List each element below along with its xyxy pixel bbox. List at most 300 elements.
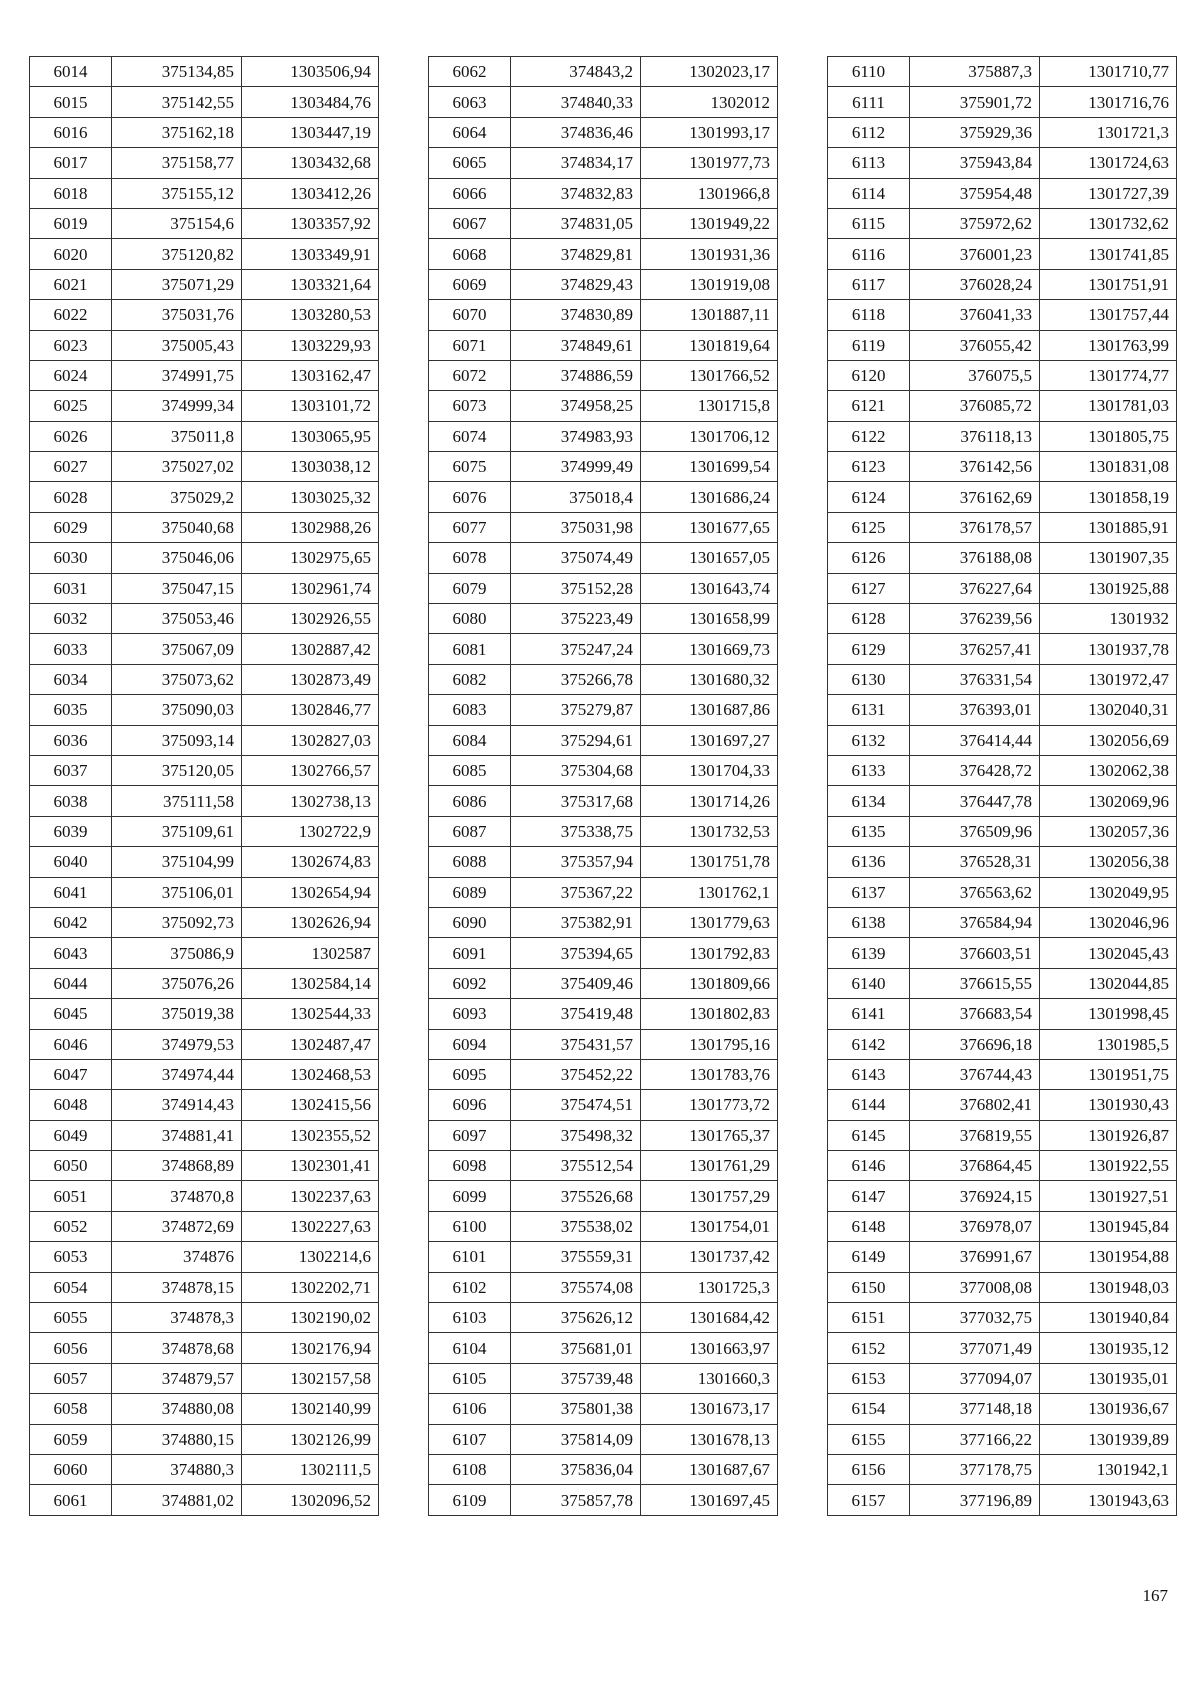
point-number-cell: 6078 [429, 543, 511, 573]
table-row [828, 1151, 1177, 1181]
table-row [429, 87, 778, 117]
y-coordinate-cell: 1301972,47 [1040, 664, 1177, 694]
table-row [828, 1211, 1177, 1241]
table-row [429, 482, 778, 512]
x-coordinate-cell: 377196,89 [910, 1485, 1040, 1515]
x-coordinate-cell: 377148,18 [910, 1394, 1040, 1424]
y-coordinate-cell: 1302214,6 [242, 1242, 379, 1272]
x-coordinate-cell: 374974,44 [112, 1059, 242, 1089]
point-number-cell: 6051 [30, 1181, 112, 1211]
y-coordinate-cell: 1303321,64 [242, 269, 379, 299]
point-number-cell: 6139 [828, 938, 910, 968]
point-number-cell: 6034 [30, 664, 112, 694]
table-row [429, 604, 778, 634]
x-coordinate-cell: 374872,69 [112, 1211, 242, 1241]
point-number-cell: 6055 [30, 1303, 112, 1333]
table-row [828, 573, 1177, 603]
x-coordinate-cell: 375111,58 [112, 786, 242, 816]
table-row [30, 482, 379, 512]
table-row [429, 1272, 778, 1302]
point-number-cell: 6027 [30, 452, 112, 482]
table-row [30, 1242, 379, 1272]
table-row [429, 999, 778, 1029]
y-coordinate-cell: 1302190,02 [242, 1303, 379, 1333]
x-coordinate-cell: 375857,78 [511, 1485, 641, 1515]
point-number-cell: 6035 [30, 695, 112, 725]
table-row [30, 1424, 379, 1454]
point-number-cell: 6017 [30, 148, 112, 178]
y-coordinate-cell: 1301721,3 [1040, 117, 1177, 147]
point-number-cell: 6068 [429, 239, 511, 269]
y-coordinate-cell: 1301704,33 [641, 755, 778, 785]
table-row [429, 664, 778, 694]
table-row [828, 330, 1177, 360]
x-coordinate-cell: 375498,32 [511, 1120, 641, 1150]
table-row [828, 695, 1177, 725]
x-coordinate-cell: 377071,49 [910, 1333, 1040, 1363]
table-row [828, 847, 1177, 877]
point-number-cell: 6104 [429, 1333, 511, 1363]
table-row [30, 1454, 379, 1484]
y-coordinate-cell: 1302069,96 [1040, 786, 1177, 816]
y-coordinate-cell: 1301699,54 [641, 452, 778, 482]
table-row [30, 1363, 379, 1393]
x-coordinate-cell: 375029,2 [112, 482, 242, 512]
point-number-cell: 6026 [30, 421, 112, 451]
point-number-cell: 6063 [429, 87, 511, 117]
y-coordinate-cell: 1301939,89 [1040, 1424, 1177, 1454]
x-coordinate-cell: 375357,94 [511, 847, 641, 877]
y-coordinate-cell: 1301751,91 [1040, 269, 1177, 299]
table-row [828, 999, 1177, 1029]
table-row [30, 360, 379, 390]
x-coordinate-cell: 375972,62 [910, 208, 1040, 238]
table-row [30, 330, 379, 360]
point-number-cell: 6024 [30, 360, 112, 390]
table-row [429, 725, 778, 755]
y-coordinate-cell: 1301714,26 [641, 786, 778, 816]
x-coordinate-cell: 374958,25 [511, 391, 641, 421]
y-coordinate-cell: 1301761,29 [641, 1151, 778, 1181]
x-coordinate-cell: 375109,61 [112, 816, 242, 846]
x-coordinate-cell: 374983,93 [511, 421, 641, 451]
y-coordinate-cell: 1301907,35 [1040, 543, 1177, 573]
point-number-cell: 6090 [429, 907, 511, 937]
table-row [30, 907, 379, 937]
y-coordinate-cell: 1301792,83 [641, 938, 778, 968]
x-coordinate-cell: 375409,46 [511, 968, 641, 998]
y-coordinate-cell: 1302049,95 [1040, 877, 1177, 907]
y-coordinate-cell: 1301945,84 [1040, 1211, 1177, 1241]
point-number-cell: 6054 [30, 1272, 112, 1302]
x-coordinate-cell: 375929,36 [910, 117, 1040, 147]
point-number-cell: 6047 [30, 1059, 112, 1089]
y-coordinate-cell: 1302587 [242, 938, 379, 968]
point-number-cell: 6097 [429, 1120, 511, 1150]
point-number-cell: 6127 [828, 573, 910, 603]
y-coordinate-cell: 1301954,88 [1040, 1242, 1177, 1272]
y-coordinate-cell: 1301678,13 [641, 1424, 778, 1454]
x-coordinate-cell: 375901,72 [910, 87, 1040, 117]
table-row [30, 1211, 379, 1241]
y-coordinate-cell: 1303432,68 [242, 148, 379, 178]
y-coordinate-cell: 1301935,12 [1040, 1333, 1177, 1363]
y-coordinate-cell: 1301966,8 [641, 178, 778, 208]
point-number-cell: 6140 [828, 968, 910, 998]
x-coordinate-cell: 374868,89 [112, 1151, 242, 1181]
point-number-cell: 6065 [429, 148, 511, 178]
table-row [429, 847, 778, 877]
point-number-cell: 6021 [30, 269, 112, 299]
table-row [828, 512, 1177, 542]
table-row [828, 1181, 1177, 1211]
x-coordinate-cell: 376041,33 [910, 300, 1040, 330]
x-coordinate-cell: 376603,51 [910, 938, 1040, 968]
y-coordinate-cell: 1301741,85 [1040, 239, 1177, 269]
point-number-cell: 6050 [30, 1151, 112, 1181]
x-coordinate-cell: 376683,54 [910, 999, 1040, 1029]
table-row [828, 1272, 1177, 1302]
x-coordinate-cell: 374832,83 [511, 178, 641, 208]
x-coordinate-cell: 376055,42 [910, 330, 1040, 360]
point-number-cell: 6066 [429, 178, 511, 208]
y-coordinate-cell: 1301783,76 [641, 1059, 778, 1089]
table-row [30, 725, 379, 755]
table-row [828, 1333, 1177, 1363]
x-coordinate-cell: 376001,23 [910, 239, 1040, 269]
y-coordinate-cell: 1301773,72 [641, 1090, 778, 1120]
point-number-cell: 6135 [828, 816, 910, 846]
x-coordinate-cell: 375134,85 [112, 57, 242, 87]
point-number-cell: 6062 [429, 57, 511, 87]
y-coordinate-cell: 1302487,47 [242, 1029, 379, 1059]
y-coordinate-cell: 1302126,99 [242, 1424, 379, 1454]
table-row [828, 391, 1177, 421]
x-coordinate-cell: 376509,96 [910, 816, 1040, 846]
point-number-cell: 6025 [30, 391, 112, 421]
x-coordinate-cell: 375011,8 [112, 421, 242, 451]
table-row [429, 907, 778, 937]
table-row [30, 1303, 379, 1333]
table-row [429, 1454, 778, 1484]
y-coordinate-cell: 1301687,86 [641, 695, 778, 725]
y-coordinate-cell: 1301940,84 [1040, 1303, 1177, 1333]
point-number-cell: 6015 [30, 87, 112, 117]
table-row [429, 300, 778, 330]
y-coordinate-cell: 1303349,91 [242, 239, 379, 269]
y-coordinate-cell: 1302961,74 [242, 573, 379, 603]
table-row [828, 482, 1177, 512]
point-number-cell: 6109 [429, 1485, 511, 1515]
point-number-cell: 6112 [828, 117, 910, 147]
x-coordinate-cell: 375452,22 [511, 1059, 641, 1089]
y-coordinate-cell: 1301943,63 [1040, 1485, 1177, 1515]
y-coordinate-cell: 1301706,12 [641, 421, 778, 451]
table-row [30, 786, 379, 816]
point-number-cell: 6128 [828, 604, 910, 634]
x-coordinate-cell: 375681,01 [511, 1333, 641, 1363]
y-coordinate-cell: 1301687,67 [641, 1454, 778, 1484]
point-number-cell: 6134 [828, 786, 910, 816]
table-row [828, 1363, 1177, 1393]
y-coordinate-cell: 1301686,24 [641, 482, 778, 512]
y-coordinate-cell: 1301716,76 [1040, 87, 1177, 117]
y-coordinate-cell: 1302846,77 [242, 695, 379, 725]
x-coordinate-cell: 375027,02 [112, 452, 242, 482]
y-coordinate-cell: 1302626,94 [242, 907, 379, 937]
point-number-cell: 6037 [30, 755, 112, 785]
table-row [828, 755, 1177, 785]
point-number-cell: 6151 [828, 1303, 910, 1333]
y-coordinate-cell: 1301774,77 [1040, 360, 1177, 390]
y-coordinate-cell: 1301673,17 [641, 1394, 778, 1424]
point-number-cell: 6101 [429, 1242, 511, 1272]
x-coordinate-cell: 375431,57 [511, 1029, 641, 1059]
x-coordinate-cell: 376227,64 [910, 573, 1040, 603]
x-coordinate-cell: 375093,14 [112, 725, 242, 755]
table-row [828, 1424, 1177, 1454]
y-coordinate-cell: 1303038,12 [242, 452, 379, 482]
point-number-cell: 6091 [429, 938, 511, 968]
point-number-cell: 6150 [828, 1272, 910, 1302]
y-coordinate-cell: 1301757,44 [1040, 300, 1177, 330]
table-row [30, 117, 379, 147]
table-row [828, 421, 1177, 451]
y-coordinate-cell: 1301805,75 [1040, 421, 1177, 451]
point-number-cell: 6125 [828, 512, 910, 542]
y-coordinate-cell: 1301936,67 [1040, 1394, 1177, 1424]
y-coordinate-cell: 1301763,99 [1040, 330, 1177, 360]
point-number-cell: 6142 [828, 1029, 910, 1059]
table-row [30, 543, 379, 573]
table-row [30, 573, 379, 603]
x-coordinate-cell: 375887,3 [910, 57, 1040, 87]
y-coordinate-cell: 1301885,91 [1040, 512, 1177, 542]
x-coordinate-cell: 374870,8 [112, 1181, 242, 1211]
x-coordinate-cell: 375046,06 [112, 543, 242, 573]
x-coordinate-cell: 375304,68 [511, 755, 641, 785]
point-number-cell: 6080 [429, 604, 511, 634]
point-number-cell: 6083 [429, 695, 511, 725]
x-coordinate-cell: 375092,73 [112, 907, 242, 937]
y-coordinate-cell: 1301697,27 [641, 725, 778, 755]
x-coordinate-cell: 377166,22 [910, 1424, 1040, 1454]
coordinates-table-1 [29, 56, 379, 1516]
y-coordinate-cell: 1302012 [641, 87, 778, 117]
x-coordinate-cell: 375152,28 [511, 573, 641, 603]
table-row [30, 87, 379, 117]
table-row [30, 1151, 379, 1181]
table-row [30, 1485, 379, 1515]
table-row [30, 695, 379, 725]
y-coordinate-cell: 1301757,29 [641, 1181, 778, 1211]
x-coordinate-cell: 375317,68 [511, 786, 641, 816]
point-number-cell: 6148 [828, 1211, 910, 1241]
table-row [828, 1485, 1177, 1515]
x-coordinate-cell: 374836,46 [511, 117, 641, 147]
point-number-cell: 6092 [429, 968, 511, 998]
point-number-cell: 6154 [828, 1394, 910, 1424]
x-coordinate-cell: 374840,33 [511, 87, 641, 117]
table-row [429, 512, 778, 542]
table-row [429, 877, 778, 907]
table-row [429, 968, 778, 998]
table-row [30, 664, 379, 694]
table-row [828, 816, 1177, 846]
y-coordinate-cell: 1302674,83 [242, 847, 379, 877]
y-coordinate-cell: 1303412,26 [242, 178, 379, 208]
table-row [828, 877, 1177, 907]
y-coordinate-cell: 1302926,55 [242, 604, 379, 634]
table-row [429, 360, 778, 390]
y-coordinate-cell: 1301858,19 [1040, 482, 1177, 512]
point-number-cell: 6133 [828, 755, 910, 785]
x-coordinate-cell: 376696,18 [910, 1029, 1040, 1059]
x-coordinate-cell: 376978,07 [910, 1211, 1040, 1241]
x-coordinate-cell: 375954,48 [910, 178, 1040, 208]
y-coordinate-cell: 1301765,37 [641, 1120, 778, 1150]
x-coordinate-cell: 376802,41 [910, 1090, 1040, 1120]
point-number-cell: 6147 [828, 1181, 910, 1211]
y-coordinate-cell: 1301931,36 [641, 239, 778, 269]
y-coordinate-cell: 1302227,63 [242, 1211, 379, 1241]
x-coordinate-cell: 375574,08 [511, 1272, 641, 1302]
y-coordinate-cell: 1301922,55 [1040, 1151, 1177, 1181]
point-number-cell: 6119 [828, 330, 910, 360]
table-row [429, 57, 778, 87]
point-number-cell: 6143 [828, 1059, 910, 1089]
x-coordinate-cell: 375040,68 [112, 512, 242, 542]
x-coordinate-cell: 374829,43 [511, 269, 641, 299]
point-number-cell: 6049 [30, 1120, 112, 1150]
y-coordinate-cell: 1302056,69 [1040, 725, 1177, 755]
y-coordinate-cell: 1301925,88 [1040, 573, 1177, 603]
point-number-cell: 6137 [828, 877, 910, 907]
table-row [429, 573, 778, 603]
table-row [429, 1151, 778, 1181]
x-coordinate-cell: 375018,4 [511, 482, 641, 512]
y-coordinate-cell: 1301935,01 [1040, 1363, 1177, 1393]
x-coordinate-cell: 375538,02 [511, 1211, 641, 1241]
table-row [429, 543, 778, 573]
x-coordinate-cell: 376188,08 [910, 543, 1040, 573]
x-coordinate-cell: 376142,56 [910, 452, 1040, 482]
y-coordinate-cell: 1301951,75 [1040, 1059, 1177, 1089]
point-number-cell: 6072 [429, 360, 511, 390]
x-coordinate-cell: 375158,77 [112, 148, 242, 178]
y-coordinate-cell: 1301727,39 [1040, 178, 1177, 208]
x-coordinate-cell: 374999,49 [511, 452, 641, 482]
table-row [30, 452, 379, 482]
point-number-cell: 6126 [828, 543, 910, 573]
x-coordinate-cell: 374881,41 [112, 1120, 242, 1150]
table-row [429, 1303, 778, 1333]
point-number-cell: 6056 [30, 1333, 112, 1363]
point-number-cell: 6141 [828, 999, 910, 1029]
point-number-cell: 6058 [30, 1394, 112, 1424]
x-coordinate-cell: 375053,46 [112, 604, 242, 634]
y-coordinate-cell: 1301819,64 [641, 330, 778, 360]
x-coordinate-cell: 376991,67 [910, 1242, 1040, 1272]
point-number-cell: 6042 [30, 907, 112, 937]
point-number-cell: 6031 [30, 573, 112, 603]
y-coordinate-cell: 1301766,52 [641, 360, 778, 390]
y-coordinate-cell: 1301948,03 [1040, 1272, 1177, 1302]
x-coordinate-cell: 374879,57 [112, 1363, 242, 1393]
y-coordinate-cell: 1302887,42 [242, 634, 379, 664]
table-row [828, 664, 1177, 694]
x-coordinate-cell: 375071,29 [112, 269, 242, 299]
y-coordinate-cell: 1301680,32 [641, 664, 778, 694]
point-number-cell: 6105 [429, 1363, 511, 1393]
point-number-cell: 6099 [429, 1181, 511, 1211]
table-row [30, 1029, 379, 1059]
table-row [429, 391, 778, 421]
coordinates-table-2 [428, 56, 778, 1516]
y-coordinate-cell: 1301710,77 [1040, 57, 1177, 87]
table-row [828, 87, 1177, 117]
point-number-cell: 6085 [429, 755, 511, 785]
y-coordinate-cell: 1302654,94 [242, 877, 379, 907]
x-coordinate-cell: 376331,54 [910, 664, 1040, 694]
x-coordinate-cell: 375086,9 [112, 938, 242, 968]
x-coordinate-cell: 375419,48 [511, 999, 641, 1029]
table-row [30, 1059, 379, 1089]
y-coordinate-cell: 1301663,97 [641, 1333, 778, 1363]
x-coordinate-cell: 375142,55 [112, 87, 242, 117]
table-row [828, 543, 1177, 573]
x-coordinate-cell: 376615,55 [910, 968, 1040, 998]
y-coordinate-cell: 1301802,83 [641, 999, 778, 1029]
table-row [30, 1090, 379, 1120]
x-coordinate-cell: 375047,15 [112, 573, 242, 603]
x-coordinate-cell: 374979,53 [112, 1029, 242, 1059]
x-coordinate-cell: 376528,31 [910, 847, 1040, 877]
table-row [30, 1120, 379, 1150]
table-row [429, 178, 778, 208]
y-coordinate-cell: 1301937,78 [1040, 634, 1177, 664]
table-row [429, 1090, 778, 1120]
x-coordinate-cell: 375836,04 [511, 1454, 641, 1484]
point-number-cell: 6149 [828, 1242, 910, 1272]
point-number-cell: 6124 [828, 482, 910, 512]
y-coordinate-cell: 1302988,26 [242, 512, 379, 542]
x-coordinate-cell: 376239,56 [910, 604, 1040, 634]
point-number-cell: 6120 [828, 360, 910, 390]
x-coordinate-cell: 376744,43 [910, 1059, 1040, 1089]
y-coordinate-cell: 1301985,5 [1040, 1029, 1177, 1059]
point-number-cell: 6082 [429, 664, 511, 694]
x-coordinate-cell: 375474,51 [511, 1090, 641, 1120]
y-coordinate-cell: 1303484,76 [242, 87, 379, 117]
table-row [429, 1059, 778, 1089]
table-row [429, 1363, 778, 1393]
y-coordinate-cell: 1302140,99 [242, 1394, 379, 1424]
y-coordinate-cell: 1301993,17 [641, 117, 778, 147]
point-number-cell: 6122 [828, 421, 910, 451]
x-coordinate-cell: 375154,6 [112, 208, 242, 238]
table-row [30, 1333, 379, 1363]
x-coordinate-cell: 375526,68 [511, 1181, 641, 1211]
x-coordinate-cell: 375155,12 [112, 178, 242, 208]
table-row [429, 1120, 778, 1150]
table-row [30, 239, 379, 269]
x-coordinate-cell: 375031,76 [112, 300, 242, 330]
point-number-cell: 6070 [429, 300, 511, 330]
x-coordinate-cell: 375019,38 [112, 999, 242, 1029]
point-number-cell: 6136 [828, 847, 910, 877]
point-number-cell: 6113 [828, 148, 910, 178]
